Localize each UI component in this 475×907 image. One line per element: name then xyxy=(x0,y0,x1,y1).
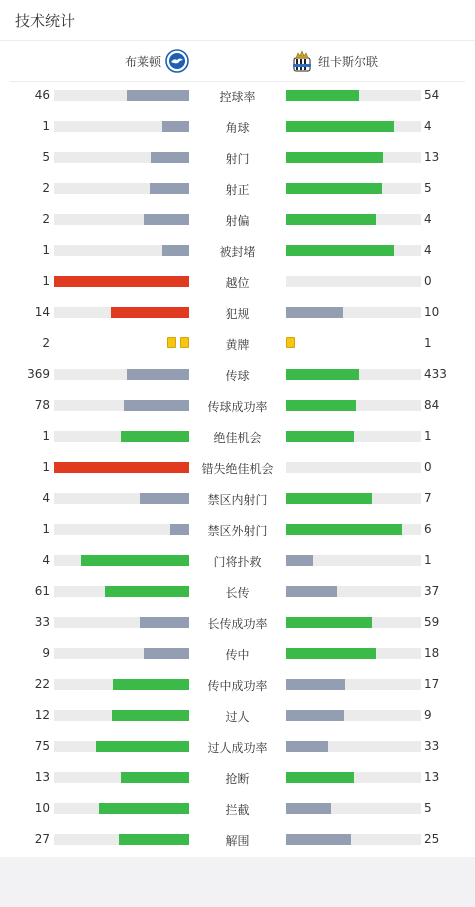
stat-label: 角球 xyxy=(225,121,250,135)
home-bar-track xyxy=(54,803,189,814)
home-bar xyxy=(121,772,189,783)
away-value: 25 xyxy=(424,832,440,846)
away-bar-track xyxy=(286,710,421,721)
away-bar xyxy=(286,586,337,597)
home-bar-track xyxy=(54,741,189,752)
home-bar-track xyxy=(54,648,189,659)
away-value: 54 xyxy=(424,88,440,102)
away-value: 84 xyxy=(424,398,440,412)
yellow-card-icon xyxy=(167,337,176,348)
away-bar xyxy=(286,741,328,752)
home-bar xyxy=(105,586,189,597)
stat-label: 传球成功率 xyxy=(207,400,268,414)
home-value: 22 xyxy=(34,677,50,691)
away-bar-track xyxy=(286,555,421,566)
home-value: 75 xyxy=(34,739,50,753)
away-bar xyxy=(286,183,382,194)
away-value: 1 xyxy=(424,429,432,443)
away-bar xyxy=(286,679,345,690)
stat-label: 错失绝佳机会 xyxy=(201,462,274,476)
home-bar-track xyxy=(54,400,189,411)
away-bar-track xyxy=(286,121,421,132)
stat-row xyxy=(0,329,475,360)
away-bar-track xyxy=(286,276,421,287)
away-bar-track xyxy=(286,648,421,659)
home-value: 78 xyxy=(34,398,50,412)
stat-row xyxy=(0,205,475,236)
away-bar-track xyxy=(286,834,421,845)
away-value: 18 xyxy=(424,646,440,660)
home-bar xyxy=(144,214,189,225)
home-bar-track xyxy=(54,90,189,101)
home-bar xyxy=(112,710,189,721)
stat-label: 控球率 xyxy=(219,90,256,104)
away-value: 5 xyxy=(424,181,432,195)
away-bar xyxy=(286,772,354,783)
home-bar xyxy=(81,555,189,566)
home-bar-track xyxy=(54,493,189,504)
stat-label: 抢断 xyxy=(225,772,250,786)
yellow-card-icon xyxy=(286,337,295,348)
home-bar-track xyxy=(54,617,189,628)
away-value: 33 xyxy=(424,739,440,753)
away-bar-track xyxy=(286,679,421,690)
away-value: 0 xyxy=(424,460,432,474)
stat-row xyxy=(0,360,475,391)
away-bar-track xyxy=(286,803,421,814)
stat-row xyxy=(0,608,475,639)
home-value: 1 xyxy=(42,429,50,443)
away-value: 6 xyxy=(424,522,432,536)
home-bar-track xyxy=(54,834,189,845)
away-value: 4 xyxy=(424,243,432,257)
stat-row xyxy=(0,174,475,205)
home-bar xyxy=(127,90,189,101)
home-bar-track xyxy=(54,679,189,690)
stat-row xyxy=(0,267,475,298)
away-bar xyxy=(286,214,376,225)
home-value: 1 xyxy=(42,522,50,536)
home-bar-track xyxy=(54,524,189,535)
home-bar xyxy=(54,462,189,473)
home-value: 9 xyxy=(42,646,50,660)
home-bar xyxy=(127,369,189,380)
away-bar-track xyxy=(286,772,421,783)
home-bar-track xyxy=(54,307,189,318)
away-bar-track xyxy=(286,245,421,256)
home-yellow-cards xyxy=(167,337,189,348)
away-bar xyxy=(286,648,376,659)
home-value: 10 xyxy=(34,801,50,815)
home-value: 4 xyxy=(42,553,50,567)
home-value: 369 xyxy=(27,367,50,381)
home-value: 1 xyxy=(42,274,50,288)
away-bar xyxy=(286,710,344,721)
home-value: 1 xyxy=(42,243,50,257)
away-value: 1 xyxy=(424,553,432,567)
home-bar-track xyxy=(54,276,189,287)
away-bar-track xyxy=(286,493,421,504)
away-bar-track xyxy=(286,90,421,101)
stat-row xyxy=(0,236,475,267)
away-value: 9 xyxy=(424,708,432,722)
home-value: 12 xyxy=(34,708,50,722)
away-team-name: 纽卡斯尔联 xyxy=(318,54,379,69)
away-bar-track xyxy=(286,741,421,752)
home-bar xyxy=(99,803,189,814)
away-bar-track xyxy=(286,183,421,194)
away-bar xyxy=(286,524,402,535)
home-bar-track xyxy=(54,121,189,132)
home-bar xyxy=(170,524,189,535)
home-bar xyxy=(140,617,189,628)
stat-label: 门将扑救 xyxy=(213,555,262,569)
home-bar xyxy=(121,431,189,442)
away-bar xyxy=(286,834,351,845)
away-yellow-cards xyxy=(286,337,295,348)
stat-label: 拦截 xyxy=(225,803,250,817)
away-bar-track xyxy=(286,586,421,597)
away-bar-track xyxy=(286,214,421,225)
home-value: 1 xyxy=(42,119,50,133)
away-bar-track xyxy=(286,400,421,411)
away-bar-track xyxy=(286,617,421,628)
stat-label: 被封堵 xyxy=(219,245,256,259)
home-bar-track xyxy=(54,369,189,380)
away-value: 10 xyxy=(424,305,440,319)
away-bar-track xyxy=(286,431,421,442)
stat-label: 过人成功率 xyxy=(207,741,268,755)
home-bar-track xyxy=(54,462,189,473)
away-bar xyxy=(286,803,331,814)
away-value: 59 xyxy=(424,615,440,629)
stat-label: 越位 xyxy=(225,276,250,290)
home-bar xyxy=(144,648,189,659)
home-value: 1 xyxy=(42,460,50,474)
home-bar-track xyxy=(54,214,189,225)
away-bar-track xyxy=(286,152,421,163)
away-value: 4 xyxy=(424,119,432,133)
home-bar xyxy=(162,245,189,256)
home-bar xyxy=(162,121,189,132)
home-value: 46 xyxy=(34,88,50,102)
stat-row xyxy=(0,81,475,112)
stat-label: 射正 xyxy=(225,183,250,197)
away-bar xyxy=(286,400,356,411)
home-bar xyxy=(111,307,189,318)
stat-label: 长传 xyxy=(225,586,250,600)
home-bar xyxy=(54,276,189,287)
stat-row xyxy=(0,484,475,515)
home-bar xyxy=(150,183,189,194)
stat-row xyxy=(0,639,475,670)
away-value: 0 xyxy=(424,274,432,288)
away-bar xyxy=(286,121,394,132)
away-bar xyxy=(286,90,359,101)
home-value: 2 xyxy=(42,212,50,226)
stat-row xyxy=(0,515,475,546)
away-bar xyxy=(286,493,372,504)
stat-row xyxy=(0,670,475,701)
home-bar xyxy=(119,834,189,845)
away-bar xyxy=(286,152,383,163)
home-value: 33 xyxy=(34,615,50,629)
stat-label: 长传成功率 xyxy=(207,617,268,631)
home-bar-track xyxy=(54,245,189,256)
teams-header xyxy=(10,41,465,82)
yellow-card-icon xyxy=(180,337,189,348)
home-bar-track xyxy=(54,152,189,163)
away-value: 17 xyxy=(424,677,440,691)
stat-row xyxy=(0,422,475,453)
stat-row xyxy=(0,453,475,484)
away-bar-track xyxy=(286,524,421,535)
away-value: 13 xyxy=(424,770,440,784)
away-bar-track xyxy=(286,462,421,473)
stat-label: 过人 xyxy=(225,710,250,724)
away-value: 4 xyxy=(424,212,432,226)
away-bar-track xyxy=(286,307,421,318)
home-bar-track xyxy=(54,555,189,566)
home-bar xyxy=(151,152,189,163)
home-team-name: 布莱顿 xyxy=(124,54,161,69)
home-bar xyxy=(113,679,189,690)
away-bar-track xyxy=(286,369,421,380)
away-bar xyxy=(286,431,354,442)
home-value: 2 xyxy=(42,336,50,350)
newcastle-logo-icon xyxy=(290,49,314,73)
away-bar xyxy=(286,307,343,318)
stat-row xyxy=(0,701,475,732)
stat-label: 传中 xyxy=(225,648,250,662)
away-value: 37 xyxy=(424,584,440,598)
home-value: 2 xyxy=(42,181,50,195)
stat-row xyxy=(0,763,475,794)
home-bar-track xyxy=(54,183,189,194)
home-bar-track xyxy=(54,586,189,597)
page-title: 技术统计 xyxy=(15,12,76,30)
away-value: 13 xyxy=(424,150,440,164)
home-value: 5 xyxy=(42,150,50,164)
brighton-logo-icon xyxy=(165,49,189,73)
stat-label: 禁区外射门 xyxy=(207,524,268,538)
away-bar xyxy=(286,369,359,380)
stat-row xyxy=(0,577,475,608)
home-bar xyxy=(140,493,189,504)
stat-label: 解围 xyxy=(225,834,250,848)
home-value: 4 xyxy=(42,491,50,505)
away-bar xyxy=(286,555,313,566)
away-team[interactable] xyxy=(290,49,378,73)
stat-label: 黄牌 xyxy=(225,338,250,352)
stat-row xyxy=(0,546,475,577)
stat-label: 射门 xyxy=(225,152,250,166)
home-team[interactable] xyxy=(125,49,189,73)
stat-label: 传中成功率 xyxy=(207,679,268,693)
home-bar xyxy=(96,741,189,752)
stat-row xyxy=(0,794,475,825)
home-bar xyxy=(124,400,189,411)
away-bar xyxy=(286,245,394,256)
stat-row xyxy=(0,825,475,856)
home-bar-track xyxy=(54,710,189,721)
home-value: 27 xyxy=(34,832,50,846)
home-value: 61 xyxy=(34,584,50,598)
away-value: 7 xyxy=(424,491,432,505)
away-value: 5 xyxy=(424,801,432,815)
away-bar xyxy=(286,617,372,628)
stat-row xyxy=(0,732,475,763)
stat-row xyxy=(0,298,475,329)
away-value: 1 xyxy=(424,336,432,350)
stat-row xyxy=(0,112,475,143)
stat-row xyxy=(0,391,475,422)
stat-label: 射偏 xyxy=(225,214,250,228)
home-value: 14 xyxy=(34,305,50,319)
stat-label: 禁区内射门 xyxy=(207,493,268,507)
home-value: 13 xyxy=(34,770,50,784)
stat-label: 传球 xyxy=(225,369,250,383)
stat-label: 绝佳机会 xyxy=(213,431,262,445)
home-bar-track xyxy=(54,431,189,442)
home-bar-track xyxy=(54,772,189,783)
away-value: 433 xyxy=(424,367,447,381)
stat-row xyxy=(0,143,475,174)
stat-label: 犯规 xyxy=(225,307,250,321)
